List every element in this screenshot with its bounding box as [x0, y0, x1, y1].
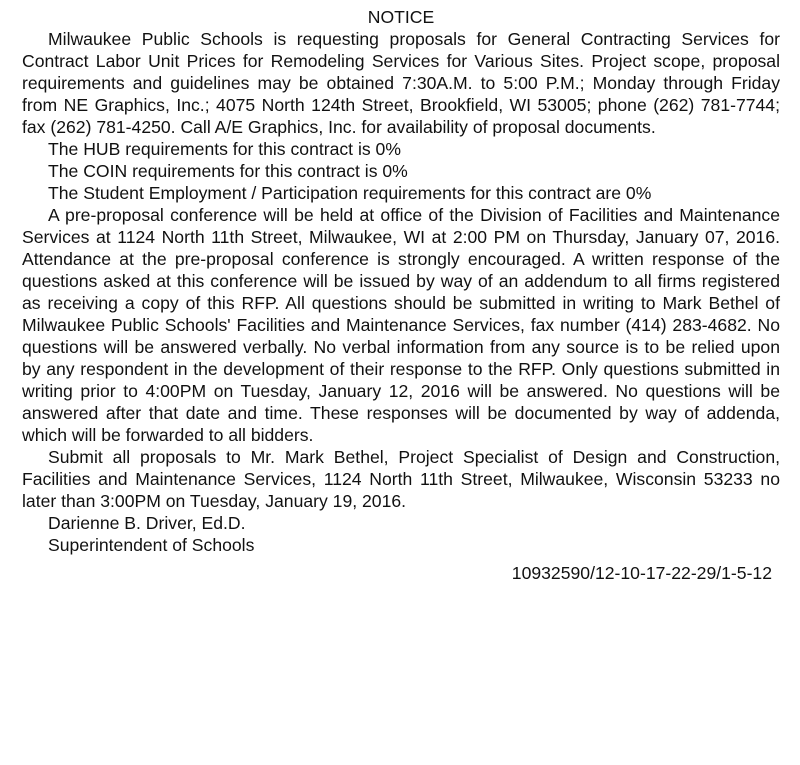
student-employment-requirement-line: The Student Employment / Participation requirements for this contract are 0%	[48, 183, 652, 203]
pre-proposal-conference-paragraph: A pre-proposal conference will be held at office of the Division of Facilities and Maintenance Services at 1124 North 11th Street, Milwaukee, WI at 2:00 PM on Thursday, January 07, 2016. Attendance at the pre-proposal conference is strongly encouraged. A written response of the questions asked at this conference will be issued by way of an addendum to all firms registered as receiving a copy of this RFP. All questions should be submitted in writing to Mark Bethel of Milwaukee Public Schools' Facilities and Maintenance Services, fax number (414) 283-4682. No questions will be answered verbally. No verbal information from any source is to be relied upon by any respondent in the development of their response to the RFP. Only questions submitted in writing prior to 4:00PM on Tuesday, January 12, 2016 will be answered. No questions will be answered after that date and time. These responses will be documented by way of addenda, which will be forwarded to all bidders.	[22, 205, 780, 445]
notice-title: NOTICE	[367, 7, 435, 27]
coin-requirement-line: The COIN requirements for this contract is 0%	[48, 161, 408, 181]
legal-notice	[22, 6, 780, 584]
signature-title: Superintendent of Schools	[48, 535, 255, 555]
signature-name: Darienne B. Driver, Ed.D.	[48, 513, 246, 533]
submission-paragraph: Submit all proposals to Mr. Mark Bethel, Project Specialist of Design and Construction, Facilities and Maintenance Services, 1124 North 11th Street, Milwaukee, Wisconsin 53233 no later than 3:00PM on Tuesday, January 19, 2016.	[22, 447, 780, 511]
reference-number: 10932590/12-10-17-22-29/1-5-12	[511, 563, 772, 583]
hub-requirement-line: The HUB requirements for this contract is 0%	[48, 139, 401, 159]
notice-intro-paragraph: Milwaukee Public Schools is requesting proposals for General Contracting Services for Contract Labor Unit Prices for Remodeling Services for Various Sites. Project scope, proposal requirements and guidelines may be obtained 7:30A.M. to 5:00 P.M.; Monday through Friday from NE Graphics, Inc.; 4075 North 124th Street, Brookfield, WI 53005; phone (262) 781-7744; fax (262) 781-4250. Call A/E Graphics, Inc. for availability of proposal documents.	[22, 29, 780, 137]
